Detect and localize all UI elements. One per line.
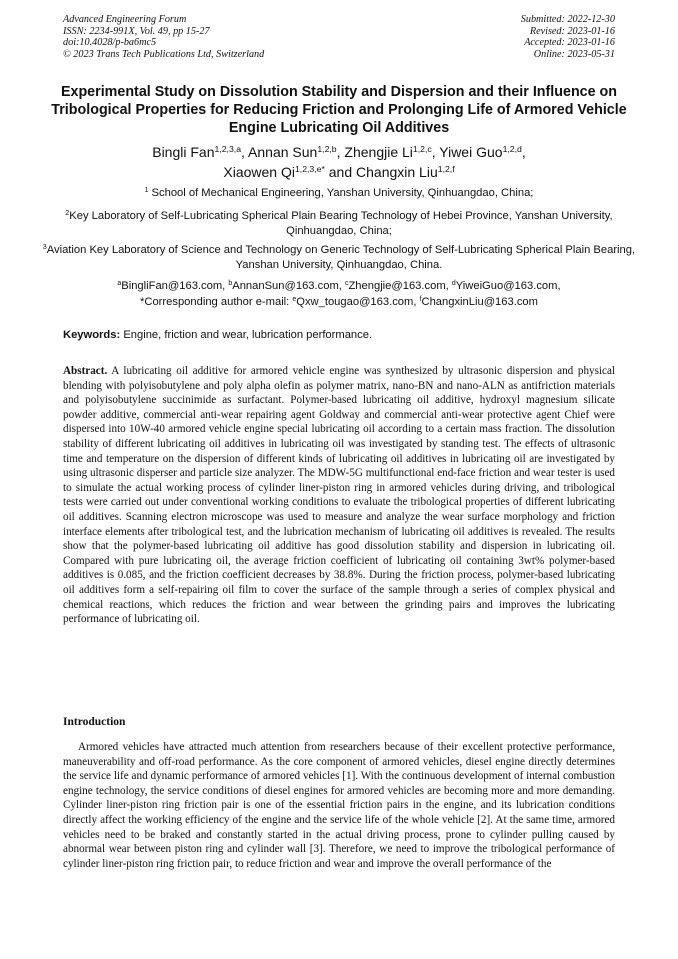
introduction-text: Armored vehicles have attracted much attention from researchers because of their excellent protective performance, maneuverability and off-road performance. As the core component of armored vehicles, diesel engine directly determines the service life and dynamic performance of armored vehicles [1]. With the continuous development of internal combustion engine technology, the service conditions of diesel engines for armored vehicles are becoming more and more demanding. Cylinder liner-piston ring friction pair is one of the essential friction pairs in the engine, and its lubrication conditions directly affect the working efficiency of the engine and the service life of the whole vehicle [2]. At the same time, armored vehicles need to be braked and constantly started in the actual driving process, prone to cylinder pulling caused by abnormal wear between piston ring and cylinder wall [3]. Therefore, we need to improve the tribological performance of cylinder liner-piston ring friction pair, to reduce friction and wear and improve the overall performance of the — [63, 741, 615, 870]
author: Yiwei Guo$^{1,2,d}$ — [439, 144, 522, 160]
author: Xiaowen $Qi^{1,2,3,e*}$ — [223, 164, 325, 180]
publication-dates — [521, 14, 615, 60]
keywords — [63, 328, 615, 342]
email-link[interactable]: AnnanSun@163.com — [232, 280, 339, 292]
author-list: Bingli Fan$^{1,2,3,a}$, Annan Sun$^{1,2,b}$, Zhengjie Li$^{1,2,c}$, Yiwei Guo$^{1,2,d}$, Xiaowen $Qi^{1,2,3,e*}$ and Changxin Liu$^{1,2,f}$ — [152, 144, 526, 180]
journal-name: Advanced Engineering Forum — [63, 14, 187, 25]
author-connector: and — [328, 164, 353, 180]
journal-copyright: © 2023 Trans Tech Publications Ltd, Switzerland — [63, 48, 265, 60]
journal-doi[interactable]: doi:10.4028/p-ba6mc5 — [63, 37, 157, 49]
email-link[interactable]: Qxw_tougao@163.com — [296, 295, 414, 308]
author: Changxin Liu$^{1,2,f}$ — [356, 164, 455, 180]
affiliation-1: $^1$ School of Mechanical Engineering, Yanshan University, Qinhuangdao, China; — [144, 187, 534, 199]
affiliation-2: $^2$Key Laboratory of Self-Lubricating Spherical Plain Bearing Technology of Hebei Province, Yanshan University, Qinhuangdao, China; — [65, 210, 613, 238]
author-emails: $^a$BingliFan@163.com, $^b$AnnanSun@163.com, $^c$Zhengjie@163.com, $^d$YiweiGuo@163.com, *Corresponding author e-mail: $^e$Qxw_tougao@163.com, $^f$ChangxinLiu@163.com — [117, 280, 561, 308]
affiliation-3: $^3$Aviation Key Laboratory of Science and Technology on Generic Technology of Self-Lubricating Spherical Plain Bearing, Yanshan University, Qinhuangdao, China. — [42, 244, 636, 272]
section-heading-introduction: Introduction — [63, 716, 126, 728]
email-link[interactable]: YiweiGuo@163.com — [455, 280, 558, 292]
abstract-text: A lubricating oil additive for armored vehicle engine was synthesized by ultrasonic dispersion and physical blending with polyisobutylene and poly alpha olefin as polymer matrix, nano-BN and nano-ALN as antifriction materials and polyisobutylene succinimide as surfactant. Polymer-based lubricating oil additive, hydroxyl magnesium silicate powder additive, commercial anti-wear repairing agent Goldway and commercial anti-wear protective agent Chief were dispersed into 10W-40 armored vehicle engine special lubricating oil according to a certain mass fraction. The dissolution stability of different lubricating oil additives in lubricating oil was investigated by standing test. The effects of ultrasonic time and temperature on the dispersion of different kinds of lubricating oil additives in lubricating oil are investigated by using ultrasonic disperser and particle size analyzer. The MDW-5G multifunctional end-face friction and wear tester is used to simulate the actual working process of cylinder liner-piston ring in armored vehicles during driving, and tribological tests were carried out under conventional working conditions to evaluate the tribological properties of different lubricating oil additives. Scanning electron microscope was used to measure and analyze the wear surface morphology and friction interface elements after tribological test, and the lubrication mechanism of lubricating oil additives is revealed. The results show that the polymer-based lubricating oil additive has good dissolution stability and dispersion in lubricating oil. Compared with pure lubricating oil, the average friction coefficient of lubricating oil containing 3wt% polymer-based additives is 0.085, and the friction coefficient decreases by 38.8%. During the friction process, polymer-based lubricating oil additives form a self-repairing oil film to cover the surface of the sample through a series of complex physical and chemical reactions, which reduces the friction and wear between the grinding pairs and improves the lubricating performance of lubricating oil. — [63, 365, 615, 626]
paper-title: Experimental Study on Dissolution Stability and Dispersion and their Influence on Tribological Properties for Reducing Friction and Prolonging Life of Armored Vehicle Engine Lubricating Oil Additives — [51, 84, 627, 136]
abstract — [63, 364, 615, 627]
corresponding-label: *Corresponding author e-mail: — [140, 295, 290, 308]
journal-info — [63, 14, 264, 60]
keywords-text: Engine, friction and wear, lubrication performance. — [123, 329, 373, 341]
keywords-label: Keywords: — [63, 329, 121, 341]
author: Zhengjie Li$^{1,2,c}$ — [344, 144, 432, 160]
date-revised: Revised: 2023-01-16 — [529, 25, 615, 37]
author: Bingli Fan$^{1,2,3,a}$ — [152, 144, 242, 160]
author: Annan Sun$^{1,2,b}$ — [248, 144, 337, 160]
email-link[interactable]: Zhengjie@163.com — [348, 280, 446, 292]
journal-issn: ISSN: 2234-991X, Vol. 49, pp 15-27 — [63, 25, 210, 37]
date-online: Online: 2023-05-31 — [533, 48, 615, 60]
email-link[interactable]: ChangxinLiu@163.com — [421, 295, 538, 308]
date-accepted: Accepted: 2023-01-16 — [524, 37, 615, 49]
date-submitted: Submitted: 2022-12-30 — [520, 14, 615, 25]
abstract-label: Abstract. — [63, 365, 108, 377]
email-link[interactable]: BingliFan@163.com — [121, 280, 223, 292]
